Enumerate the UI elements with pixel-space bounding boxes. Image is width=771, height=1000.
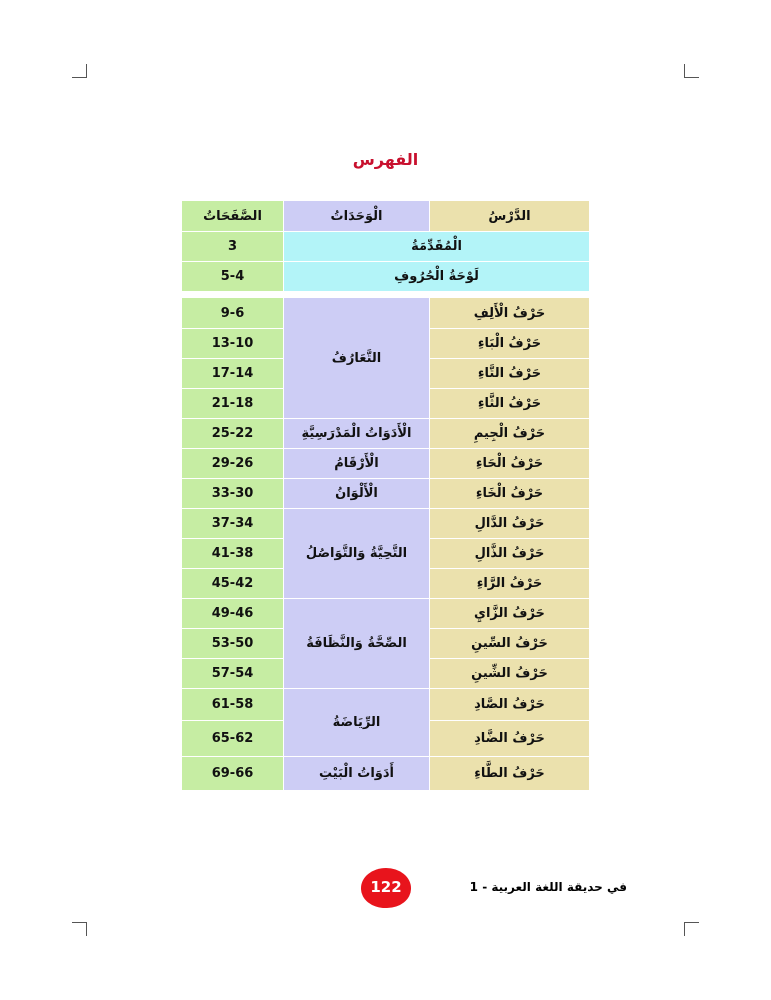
lesson-cell: حَرْفُ الزَّايِ xyxy=(430,599,590,629)
lesson-cell: حَرْفُ الطَّاءِ xyxy=(430,757,590,791)
lesson-cell: حَرْفُ الدَّالِ xyxy=(430,509,590,539)
page-range-cell: 13-10 xyxy=(182,329,284,359)
crop-mark-bottom-right xyxy=(684,922,685,936)
page-range-cell: 29-26 xyxy=(182,449,284,479)
intro-row-pages: 5-4 xyxy=(182,262,284,292)
page-range-cell: 25-22 xyxy=(182,419,284,449)
index-lessons-table xyxy=(181,297,590,791)
lesson-cell: حَرْفُ الْحَاءِ xyxy=(430,449,590,479)
lesson-cell: حَرْفُ الذَّالِ xyxy=(430,539,590,569)
unit-cell: الصِّحَّةُ وَالنَّظَافَةُ xyxy=(284,599,430,689)
unit-cell: التَّعَارُفُ xyxy=(284,298,430,419)
page-number-badge: 122 xyxy=(361,868,411,908)
crop-mark-bottom-left xyxy=(86,922,87,936)
lesson-cell: حَرْفُ السِّينِ xyxy=(430,629,590,659)
unit-cell: الرِّيَاضَةُ xyxy=(284,689,430,757)
page-range-cell: 69-66 xyxy=(182,757,284,791)
lesson-cell: حَرْفُ الْبَاءِ xyxy=(430,329,590,359)
page-range-cell: 45-42 xyxy=(182,569,284,599)
page-range-cell: 41-38 xyxy=(182,539,284,569)
header-lesson: الدَّرْسُ xyxy=(430,201,590,232)
unit-cell: التَّحِيَّةُ وَالتَّوَاصُلُ xyxy=(284,509,430,599)
index-header-table xyxy=(181,200,590,292)
page-range-cell: 37-34 xyxy=(182,509,284,539)
unit-cell: الْأَلْوَانُ xyxy=(284,479,430,509)
lesson-cell: حَرْفُ التَّاءِ xyxy=(430,359,590,389)
lesson-cell: حَرْفُ الضَّادِ xyxy=(430,721,590,757)
lesson-cell: حَرْفُ الثَّاءِ xyxy=(430,389,590,419)
crop-mark-top-left xyxy=(86,64,87,78)
unit-cell: الْأَرْقَامُ xyxy=(284,449,430,479)
lesson-cell: حَرْفُ الْأَلِفِ xyxy=(430,298,590,329)
unit-cell: أَدَوَاتُ الْبَيْتِ xyxy=(284,757,430,791)
lesson-cell: حَرْفُ الْخَاءِ xyxy=(430,479,590,509)
lesson-cell: حَرْفُ الْجِيمِ xyxy=(430,419,590,449)
crop-mark-top-right xyxy=(684,64,685,78)
intro-row-label: لَوْحَةُ الْحُرُوفِ xyxy=(284,262,590,292)
lesson-cell: حَرْفُ الشِّينِ xyxy=(430,659,590,689)
page-range-cell: 57-54 xyxy=(182,659,284,689)
page-title: الفهرس xyxy=(352,150,419,169)
header-pages: الصَّفَحَاتُ xyxy=(182,201,284,232)
page-range-cell: 53-50 xyxy=(182,629,284,659)
page-range-cell: 21-18 xyxy=(182,389,284,419)
page-range-cell: 65-62 xyxy=(182,721,284,757)
page-range-cell: 61-58 xyxy=(182,689,284,721)
intro-row-pages: 3 xyxy=(182,232,284,262)
crop-mark-top-right xyxy=(684,77,699,78)
crop-mark-top-left xyxy=(72,77,87,78)
unit-cell: الْأَدَوَاتُ الْمَدْرَسِيَّةِ xyxy=(284,419,430,449)
page-range-cell: 9-6 xyxy=(182,298,284,329)
header-units: الْوَحَدَاتُ xyxy=(284,201,430,232)
crop-mark-bottom-left xyxy=(72,922,87,923)
intro-row-label: الْمُقَدِّمَةُ xyxy=(284,232,590,262)
page-range-cell: 49-46 xyxy=(182,599,284,629)
lesson-cell: حَرْفُ الصَّادِ xyxy=(430,689,590,721)
footer-book-title: في حديقة اللغة العربية - 1 xyxy=(469,880,627,894)
crop-mark-bottom-right xyxy=(684,922,699,923)
page-range-cell: 33-30 xyxy=(182,479,284,509)
page-range-cell: 17-14 xyxy=(182,359,284,389)
lesson-cell: حَرْفُ الرَّاءِ xyxy=(430,569,590,599)
